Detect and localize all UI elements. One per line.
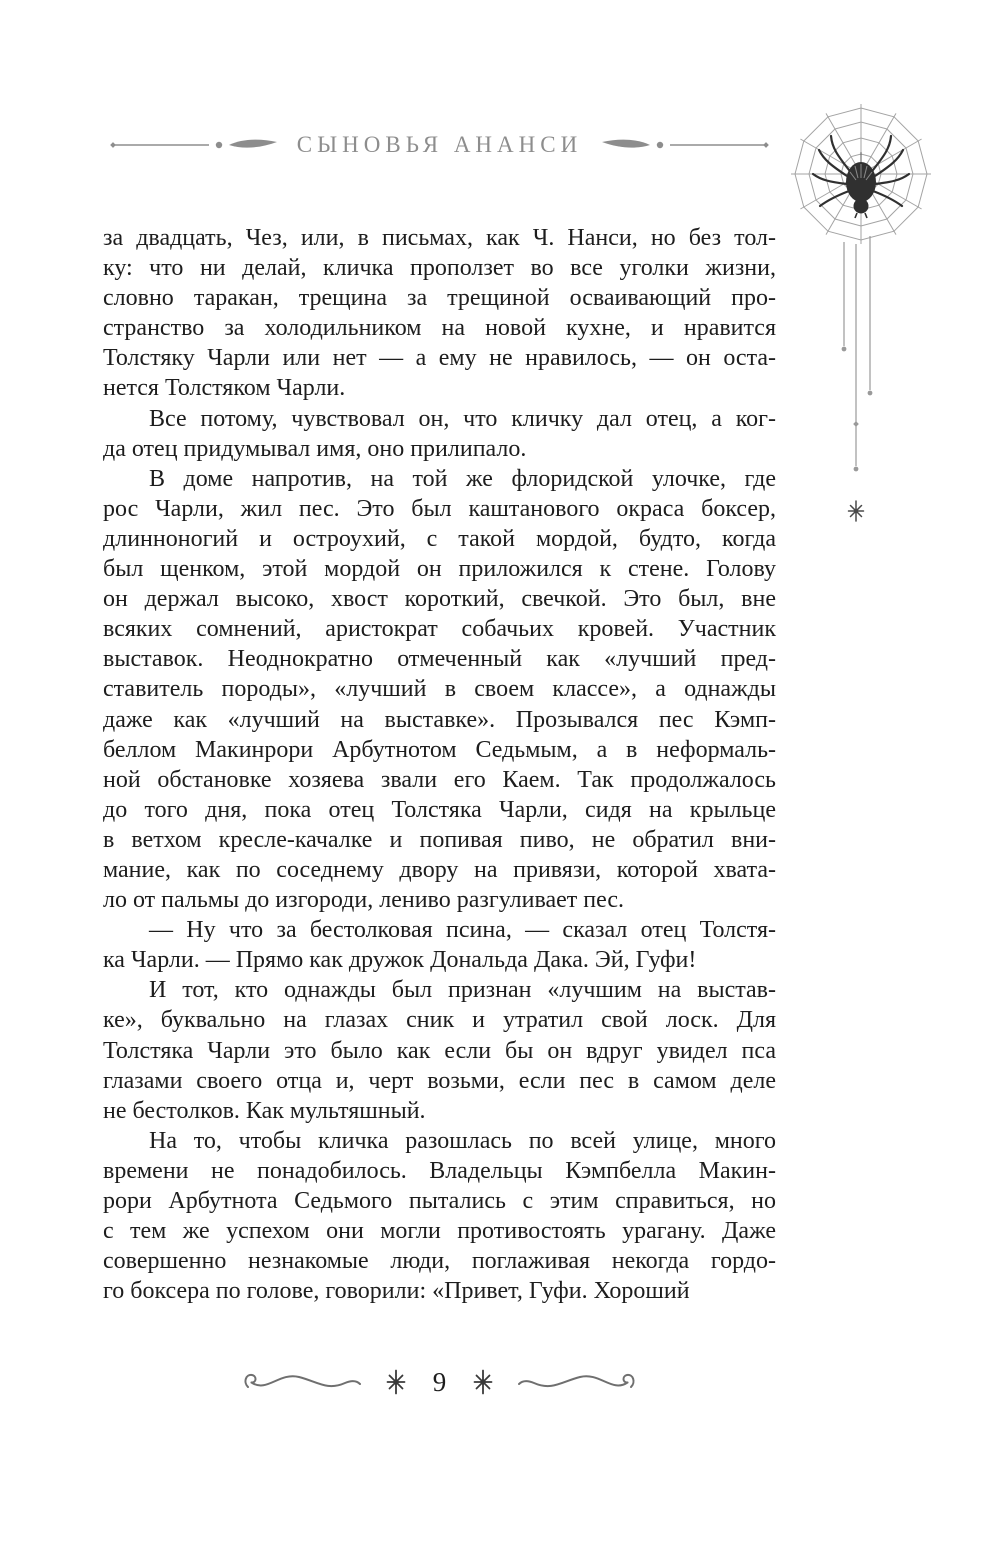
text-line: Все потому, чувствовал он, что кличку дал отец, а ког-	[149, 405, 776, 432]
text-line: выставок. Неоднократно отмеченный как «лучший пред-	[103, 646, 776, 673]
page-number: 9	[432, 1366, 447, 1397]
paragraph	[103, 1126, 776, 1307]
running-header	[103, 132, 776, 158]
text-line: за двадцать, Чез, или, в письмах, как Ч. Нанси, но без тол-	[103, 225, 776, 251]
flourish-left-icon	[241, 1366, 363, 1398]
text-line: совершенно незнакомые люди, поглаживая некогда гордо-	[103, 1248, 776, 1275]
flourish-right-icon	[516, 1366, 638, 1398]
text-line: глазами своего отца и, черт возьми, если пес в самом деле	[103, 1067, 776, 1094]
text-line: го боксера по голове, говорили: «Привет, Гуфи. Хороший	[103, 1278, 690, 1305]
text-line: не бестолков. Как мультяшный.	[103, 1097, 426, 1124]
text-line: беллом Макинрори Арбутнотом Седьмым, а в неформаль-	[103, 736, 776, 763]
text-line: Толстяку Чарли или нет — а ему не нравилось, — он оста-	[103, 345, 776, 372]
divider-left-icon	[109, 136, 279, 154]
paragraph	[103, 464, 776, 915]
margin-star-icon	[849, 501, 864, 521]
text-line: в ветхом кресле-качалке и попивая пиво, не обратил вни-	[103, 826, 776, 853]
text-line: мание, как по соседнему двору на привязи, которой хвата-	[103, 856, 776, 883]
page-text	[103, 223, 776, 1306]
text-line: ставитель породы», «лучший в своем классе», а однажды	[103, 676, 776, 703]
spider-web-illustration	[786, 94, 946, 534]
text-line: В доме напротив, на той же флоридской улочке, где	[149, 465, 776, 492]
text-line: рори Арбутнота Седьмого пытались с этим справиться, но	[103, 1188, 776, 1214]
text-line: Толстяка Чарли это было как если бы он вдруг увидел пса	[103, 1037, 776, 1064]
text-line: ке», буквально на глазах сник и утратил свой лоск. Для	[103, 1007, 776, 1034]
text-line: он держал высоко, хвост короткий, свечкой. Это был, вне	[103, 586, 776, 613]
spider-web-icon	[786, 94, 946, 534]
text-line: ной обстановке хозяева звали его Каем. Так продолжалось	[103, 766, 776, 793]
book-title: СЫНОВЬЯ АНАНСИ	[296, 132, 583, 157]
paragraph	[103, 975, 776, 1125]
text-line: даже как «лучший на выставке». Прозывался пес Кэмп-	[103, 706, 776, 733]
text-line: — Ну что за бестолковая псина, — сказал отец Толстя-	[149, 917, 776, 944]
text-line: длинноногий и остроухий, с такой мордой, будто, когда	[103, 525, 776, 552]
text-line: был щенком, этой мордой он приложился к стене. Голову	[103, 556, 776, 583]
text-line: ку: что ни делай, кличка проползет во все уголки жизни,	[103, 255, 776, 282]
text-line: ло от пальмы до изгороди, лениво разгуливает пес.	[103, 887, 625, 914]
text-line: до того дня, пока отец Толстяка Чарли, сидя на крыльце	[103, 796, 776, 823]
text-line: да отец придумывал имя, оно прилипало.	[103, 435, 527, 462]
text-line: ка Чарли. — Прямо как дружок Дональда Дака. Эй, Гуфи!	[103, 947, 697, 974]
divider-right-icon	[600, 136, 770, 154]
text-line: И тот, кто однажды был признан «лучшим на выстав-	[149, 977, 776, 1004]
text-line: рос Чарли, жил пес. Это был каштанового окраса боксер,	[103, 495, 776, 522]
paragraph	[103, 223, 776, 404]
text-line: с тем же успехом они могли противостоять урагану. Даже	[103, 1218, 776, 1245]
text-line: словно таракан, трещина за трещиной осваивающий про-	[103, 285, 776, 312]
page-footer	[103, 1366, 776, 1398]
text-line: странство за холодильником на новой кухне, и нравится	[103, 315, 776, 342]
text-line: На то, чтобы кличка разошлась по всей улице, много	[149, 1127, 776, 1154]
paragraph	[103, 404, 776, 464]
text-line: всяких сомнений, аристократ собачьих кровей. Участник	[103, 616, 776, 643]
text-line: нется Толстяком Чарли.	[103, 375, 346, 402]
text-line: времени не понадобилось. Владельцы Кэмпбелла Макин-	[103, 1157, 776, 1184]
star-icon	[383, 1368, 409, 1396]
star-icon	[470, 1368, 496, 1396]
paragraph	[103, 915, 776, 975]
